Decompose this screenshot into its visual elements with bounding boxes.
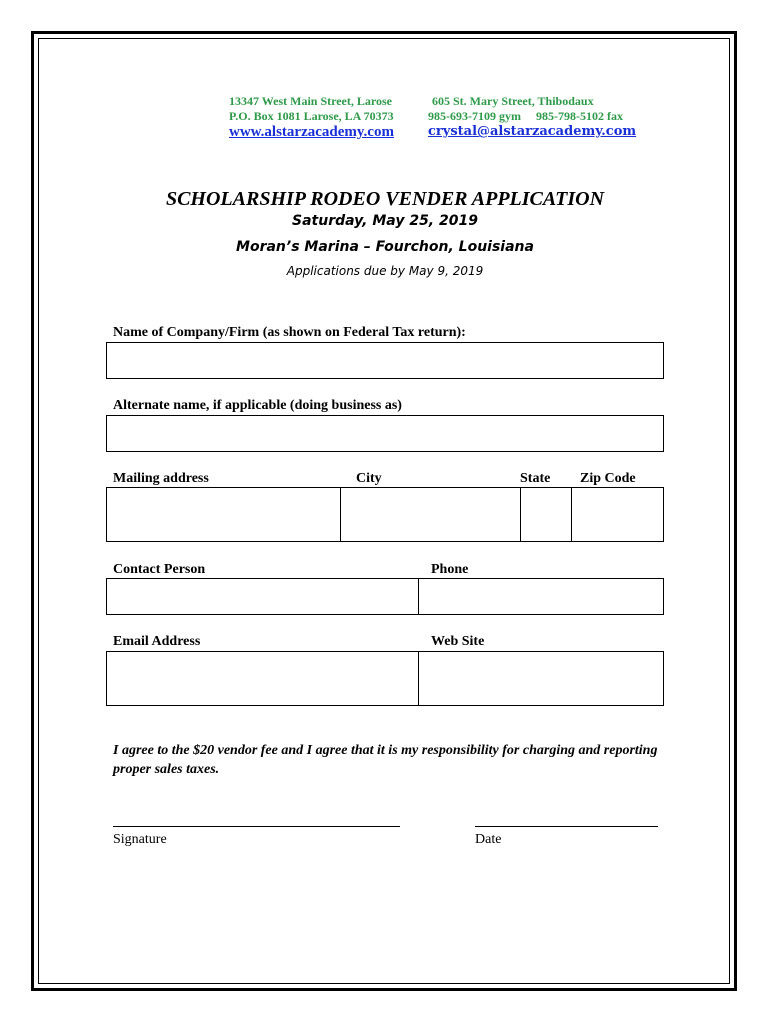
- city-field[interactable]: [340, 487, 521, 542]
- state-field[interactable]: [520, 487, 572, 542]
- alternate-name-field[interactable]: [106, 415, 664, 452]
- left-address-line1: 13347 West Main Street, Larose: [229, 94, 392, 108]
- form-title: SCHOLARSHIP RODEO VENDER APPLICATION: [165, 188, 605, 210]
- email-address-label: Email Address: [113, 634, 201, 649]
- date-label: Date: [475, 832, 502, 847]
- phone-label: Phone: [431, 562, 469, 577]
- website-link[interactable]: www.alstarzacademy.com: [229, 124, 394, 140]
- mailing-address-field[interactable]: [106, 487, 341, 542]
- right-address-line2: 985-693-7109 gym 985-798-5102 fax: [428, 109, 623, 123]
- city-label: City: [356, 471, 382, 486]
- right-address-line1: 605 St. Mary Street, Thibodaux: [432, 94, 594, 108]
- zip-code-label: Zip Code: [580, 471, 636, 486]
- contact-person-field[interactable]: [106, 578, 419, 615]
- phone-field[interactable]: [418, 578, 664, 615]
- date-line[interactable]: [475, 826, 658, 827]
- alternate-name-label: Alternate name, if applicable (doing business as): [113, 398, 402, 413]
- mailing-address-label: Mailing address: [113, 471, 209, 486]
- due-date: Applications due by May 9, 2019: [286, 264, 484, 278]
- signature-label: Signature: [113, 832, 167, 847]
- zip-code-field[interactable]: [571, 487, 664, 542]
- agreement-text: I agree to the $20 vendor fee and I agree that it is my responsibility for charging and reporting proper sales taxes.: [113, 743, 658, 777]
- company-name-field[interactable]: [106, 342, 664, 379]
- web-site-field[interactable]: [418, 651, 664, 706]
- event-location: Moran’s Marina – Fourchon, Louisiana: [236, 239, 534, 255]
- event-date: Saturday, May 25, 2019: [292, 213, 478, 229]
- web-site-label: Web Site: [431, 634, 485, 649]
- contact-person-label: Contact Person: [113, 562, 206, 577]
- signature-line[interactable]: [113, 826, 400, 827]
- state-label: State: [520, 471, 551, 486]
- left-address-line2: P.O. Box 1081 Larose, LA 70373: [229, 109, 394, 123]
- email-link[interactable]: crystal@alstarzacademy.com: [428, 124, 637, 139]
- email-address-field[interactable]: [106, 651, 419, 706]
- company-name-label: Name of Company/Firm (as shown on Federal Tax return):: [113, 325, 466, 340]
